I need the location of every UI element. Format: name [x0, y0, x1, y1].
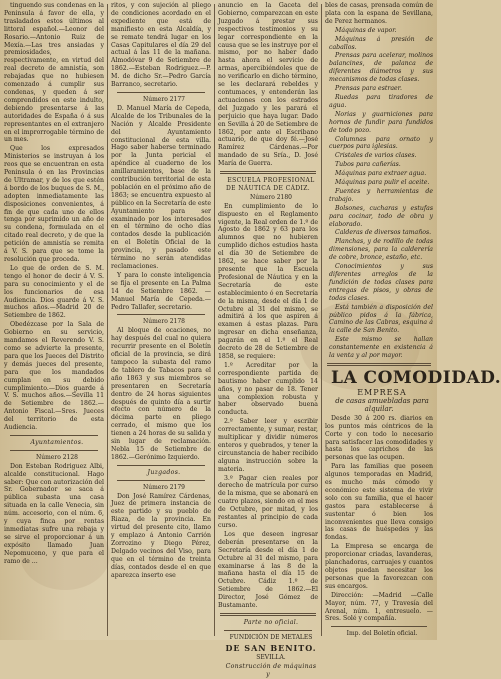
paragraph: Al bloque de ocaciones, no hay después del cual no quiera recurrir presente en el Boletín oficial de la provincia, se dirá tampoco la subasta del ramo de tablero de Tabacos para el año 1863 y sus miembros se presentaren en Secretaría dentro de 24 horas siguientes después de quinto día a surtir efecto con número de la décima parte en pliego cerrado, el mismo que los tienen a 24 horas de su salida y sin lugar de reclamación. Nebla 15 de Setiembre de 1862.—Gerónimo Izquierdo. [111, 327, 211, 461]
paragraph: anuncio en la Gaceta del Gobierno, comparezcan en este Juzgado á prestar sus respectivos testimonios y su legar correspondiente en la causa que se les instruye por el mismo, por no haber dado hasta ahora el servicio de armas, apercibiéndoles que de no verificarlo en dicho término, se les declarará rebeldes y contumaces, y entenderán las actuaciones con los estrados del Juzgado y les parará el perjuicio que haya lugar. Dado en Sevilla á 20 de Setiembre de 1862, por ante el Escribano actuario, de que doy fé.—José Ramírez Cárdenas.—Por mandado de su Sría., D. José María de Guerra. [218, 2, 318, 168]
paragraph: D. Manuel María de Cepeda, Alcalde de los Tribunales de la Nación y Alcalde Presidente del Ayuntamiento constitucional de esta villa. Hago saber haberse terminado por la Junta pericial el apéndice al cuaderno de los amillaramientos, base de la contribución territorial de esta población en el próximo año de 1863; se encuentra expuesto al público en la Secretaría de este Ayuntamiento para ser examinado por los interesados en el término de ocho días contados desde la publicación en el Boletín Oficial de la provincia, y pasado este término no serán atendidas reclamaciones. [111, 104, 211, 270]
ad-item: Máquinas para extraer agua. [335, 170, 427, 178]
ad-item: Columnas para ornato y cuerpos para iglesias. [329, 135, 433, 151]
separator [331, 626, 427, 627]
double-separator [220, 613, 316, 616]
paragraph: 2.º Saber leer y escribir correctamente, y sumar, restar, multiplicar y dividir números enteros y quebrados, y tener la circunstancia de haber recibido alguna instrucción sobre la materia. [218, 418, 318, 473]
ad-item: Bolsones, cucharas y estufas para cocinar, todo de obra y elaborado. [329, 204, 433, 228]
separator [117, 92, 205, 93]
notice-number: Número 2178 [142, 318, 185, 326]
ad-item: Máquinas á presión de caballos. [329, 35, 433, 51]
ad-item: Calderas de diversos tamaños. [335, 229, 432, 237]
ad-item: Está también a disposición del público pidos á la fábrica, Camino de las Cabras, esquina á la calle de San Benito. [329, 303, 433, 335]
paragraph: Lo que de orden de S. M. tengo el honor de decir á V. S. para su conocimiento y el de los funcionarios de esa Audiencia. Dios guarde á V. S. muchos años.—Madrid 20 de Setiembre de 1862. [4, 264, 104, 320]
paragraph: Desde 30 á 200 rs. diarios en los puntos más céntricos de la Corte y con todo lo necesario para satisfacer las comodidades y hasta los caprichos de las personas que las ocupen. [325, 414, 433, 462]
ad-heading: FUNDICIÓN DE METALES [229, 633, 313, 641]
ad-city: SEVILLA. [256, 653, 286, 661]
ad-item: Prensas para estraer. [335, 85, 402, 93]
ad-line: Construcción de máquinas y [225, 662, 317, 678]
column-2 [111, 2, 211, 638]
separator [224, 630, 312, 631]
ad-item: Máquinas para pulir el aceite. [335, 179, 430, 187]
paragraph: ritos, y con sujeción al pliego de condiciones acordado en el expediente que está de manifiesto en esta Alcaldía, y se remate tendrá lugar en los Casas Capitulares el día 29 del actual á las 11 de la mañana. Almodóvar 9 de Setiembre de 1862.—Esteban Rodriguez.—P. M. de dicho Sr.—Pedro García Barranco, secretario. [111, 2, 211, 89]
paragraph: La Empresa se encarga de proporcionar criadas, lavanderas, planchadoras, carruajes y cuantos objetos puedan necesitar los personas que la favorezcan con sus encargos. [325, 543, 433, 590]
notice-number: Número 2180 [249, 193, 292, 201]
column-rule [107, 4, 108, 636]
column-3 [218, 2, 318, 678]
section-heading: Juzgados. [147, 468, 181, 476]
notice-number: Número 2179 [142, 483, 185, 491]
separator [117, 314, 205, 315]
separator [10, 435, 98, 436]
ad-headline: LA COMODIDAD. [331, 367, 501, 388]
ad-item: Planchas, y de rodillo de todas dimensiones, para la calderería de cobre, bronce, estaño, etc. [329, 238, 433, 262]
column-4 [325, 2, 501, 638]
paragraph: Obedézcase por la Sala de Gobierno en su servicio, mandamos el Reverendo V. S. como se advierte la presente, para que los Jueces del Distrito y demás jueces del presente, para que los mandados cumplan en su debido cumplimiento.—Dios guarde á V. S. muchos años.—Sevilla 11 de Setiembre de 1862.—Antonio Fiscal.—Sres. Jueces del territorio de esta Audiencia. [4, 321, 104, 432]
ad-item: Tubos para cañerías. [335, 161, 401, 169]
paragraph: 3.º Pagar cien reales por derecho de matrícula por curso de la misma, que se abonará en cuatro plazos, siendo en el mes de Octubre, por mitad, y los restantes al principio de cada curso. [218, 474, 318, 529]
separator [117, 465, 205, 466]
ad-item: Conocimientos y sus diferentes arreglos de la fundición de todas clases para entregas de pisos, y obras de todas clases. [329, 263, 433, 302]
paragraph: Que los expresados Ministerios se instruyan á los reos que se encuentran en esta Peninsula ó en las Provincias de Ultramar, y de los que estén á bordo de los buques de S. M., adopten inmediatamente las disposiciones convenientes, á fin de que cada uno de ellos tenga por suprimido un año de su condena, formulada en el citado real decreto, y de que la petición de amnistía se remita á V. S. para que se tome la resolución que proceda. [4, 145, 104, 263]
section-heading: Ayuntamientos. [30, 438, 84, 446]
separator [10, 450, 98, 451]
ad-item: Este mismo se hallan constantemente en existencia á la venta y al por mayor. [329, 336, 433, 360]
paragraph: 1.º Acreditar por la correspondiente partida de bautismo haber cumplido 14 años, y no pasar de 18. Tener una complexion robusta y haber observado buena conducta. [218, 361, 318, 417]
section-heading: Parte no oficial. [243, 618, 299, 626]
paragraph: Para las familias que poseen algunos temporadas en Madrid, es mucho más cómodo y económico este sistema de vivir solo con su familia, que el hacer gastos para establecerse á sustentar ó bien los inconvenientes que lleva consigo las casas de huéspedes y las fondas. [325, 463, 433, 542]
ad-item: Norias y guarniciones para hornos de fundir para fundidos de todo pozo. [329, 110, 433, 134]
paragraph: Dirección: —Madrid —Calle Mayor, núm. 77, y Travesía del Arenal, núm. 1, entresuelo. —Sres. Solé y compañía. [325, 591, 433, 623]
separator [117, 480, 205, 481]
ad-item: Ruedas para tiradores de agua. [329, 93, 433, 109]
ad-tagline: de casas amuebladas para alquilar. [335, 396, 429, 413]
ad-title: DE SAN BENITO. [225, 642, 317, 653]
paragraph: Don José Ramírez Cárdenas, Juez de primera instancia de este partido y su pueblo de Riaza, de la provincia. En virtud del presente cito, llamo y emplazo á Antonio Carrión Zorrozino y Diego Pérez, Delgado vecinos del Viso, para que en el término de treinta días, contados desde el en que aparezca inserto ese [111, 492, 211, 579]
notice-number: Número 2177 [142, 95, 185, 103]
ad-item: Máquinas de vapor. [335, 26, 397, 34]
ad-item: Fuentes y herramientas de trabajo. [329, 187, 433, 203]
ad-item: Prensas para acelerar, molinos balancines, de palanca de diferentes diámetros y sus mecanismos de todas clases. [329, 52, 433, 84]
column-1 [4, 2, 104, 638]
paragraph: Don Esteban Rodriguez Albi, alcalde constitucional. Hago saber: Que con autorización del Sr. Gobernador se saca á pública subasta una casa situada en la calle Venecia, sin núm. accesorio, con el núm. 6, y cuya finca por rentas inmediatas sufre una rebaja y se sirve el proporcionar á un expósito llamado Juan Nepomuceno, y que para el ramo de ... [4, 462, 104, 565]
column-rule [214, 4, 215, 636]
column-rule [321, 4, 322, 636]
paragraph: En cumplimiento de lo dispuesto en el Reglamento vigente, la Real orden de 1.º de Agosto de 1862 y 63 para los alumnos que no hubieren cumplido dichos estudios hasta el día 30 de Setiembre de 1862, se hace saber por la presente que la Escuela Profesional de Náutica y en la Secretaría de este establecimiento ó en Secretaría de la misma, desde el día 1 de Octubre al 31 del mismo, se admitirá á los que aspiren á examen á estas plazas. Para ingresar en dicha enseñanza, pagarán en el 1.º el Real decreto de 28 de Setiembre de 1858, se requiere: [218, 202, 318, 360]
paragraph: Los que deseen ingresar deberán presentarse en la Secretaría desde el día 1 de Octubre al 31 del mismo, para examinarse á las 8 de la mañana hasta el día 15 de Octubre. Cádiz 1.º de Setiembre de 1862.—El Director, José Gómez de Bustamante. [218, 530, 318, 610]
ad-item: Cristales de varios clases. [335, 152, 417, 160]
ad-item-list [325, 27, 433, 360]
double-separator [220, 171, 316, 174]
double-separator [327, 363, 431, 366]
notice-number: Número 2128 [35, 453, 78, 461]
paragraph: bles de casas, prensada común de plata con la espana de Sevillana, de Perez hermanos. [325, 2, 433, 25]
paragraph: Y para lo conste inteligencia se fija el presente en La Palma 14 de Setiembre 1862. —Manuel María de Cepeda.—Pedro Tallafer, secretario. [111, 271, 211, 311]
section-heading: ESCUELA PROFESIONAL DE NÁUTICA DE CÁDIZ. [225, 177, 315, 192]
ad-subheading: EMPRESA [357, 387, 407, 397]
paragraph: tinguendo sus condenas en la Peninsula á favor de ella, y trasladados estos últimos al littoral español.—Leonor del Rosario.—Antonio Ruiz de Mexía.—Las tres ansiadas y premiosidades, respectivamente, en virtud del real decreto de amnistía, son rebajadas que no hubiesen comenzado á cumplir sus condenas, y queden á ser comprendidos en este indulto, debiendo presentarse á las autoridades de España ó á sus representantes en el extranjero en el improrrogable término de un mes. [4, 2, 104, 144]
printer-footer: Imp. del Boletín oficial. [346, 630, 418, 638]
